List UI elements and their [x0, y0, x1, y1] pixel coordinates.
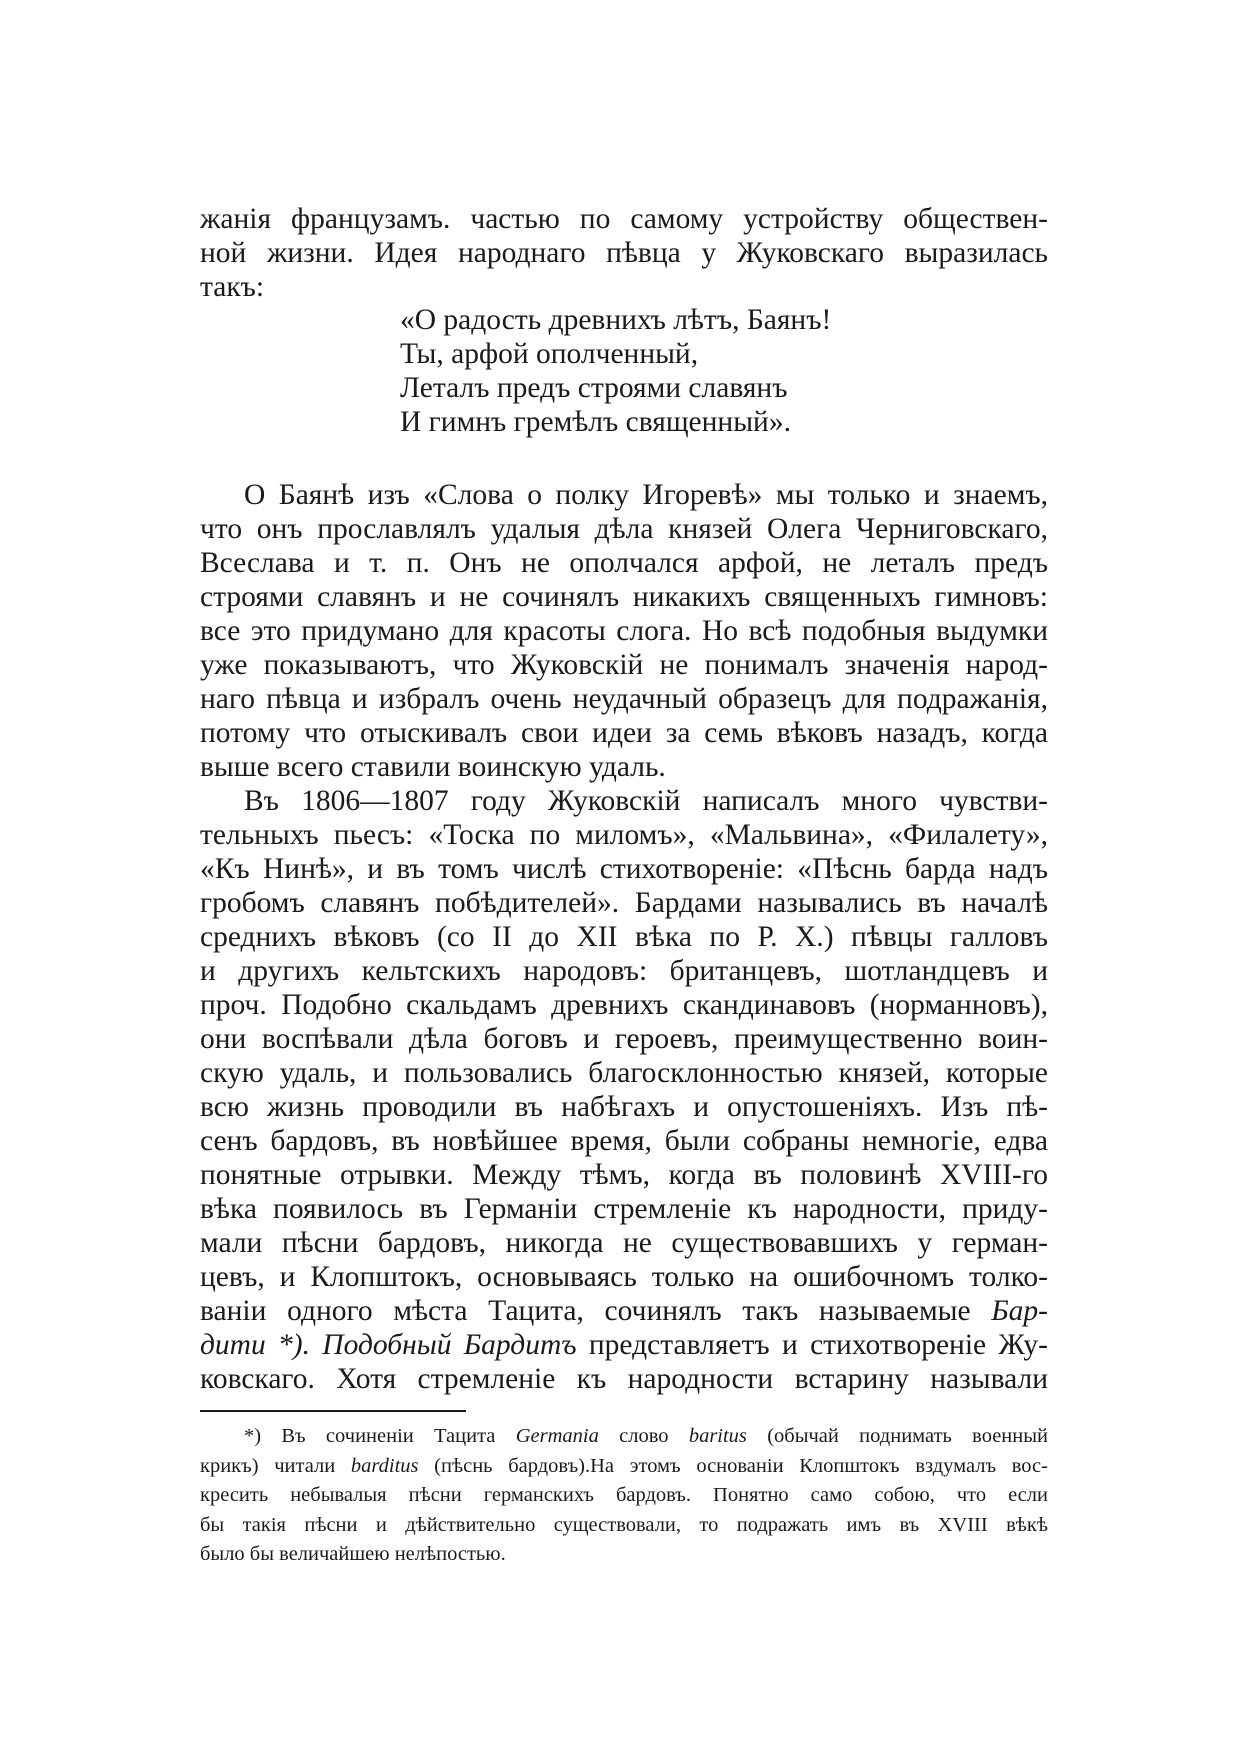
- text-line: мали пѣсни бардовъ, никогда не существовавшихъ у герман-: [200, 1227, 1048, 1259]
- italic-term: Бар-: [991, 1295, 1048, 1327]
- footnote-divider: [200, 1410, 466, 1412]
- text-run: (обычай поднимать военный: [746, 1425, 1048, 1447]
- footnote: [200, 1422, 1048, 1570]
- text-line: все это придумано для красоты слога. Но всѣ подобныя выдумки: [200, 615, 1048, 647]
- footnote-line: кресить небывалыя пѣсни германскихъ бардовъ. Понятно само собою, что если: [200, 1484, 1048, 1506]
- opening-text: [200, 202, 1048, 304]
- text-run: крикъ) читали: [200, 1454, 351, 1477]
- text-line: они воспѣвали дѣла боговъ и героевъ, преимущественно воин-: [200, 1023, 1048, 1055]
- text-line: строями славянъ и не сочинялъ никакихъ священныхъ гимновъ:: [200, 581, 1048, 613]
- text-line: такъ:: [200, 271, 265, 303]
- italic-term: Germania: [515, 1425, 599, 1447]
- verse-line: И гимнъ гремѣлъ священный».: [400, 406, 791, 438]
- text-line: О Баянѣ изъ «Слова о полку Игоревѣ» мы только и знаемъ,: [244, 479, 1048, 511]
- text-run: и стихотвореніе Жу-: [781, 1329, 1048, 1361]
- text-line: ковскаго. Хотя стремленіе къ народности встарину называли: [200, 1363, 1048, 1395]
- italic-term: дити *). Подобный: [200, 1329, 452, 1361]
- paragraph-bayan: [200, 478, 1048, 784]
- text-line: вѣка появилось въ Германіи стремленіе къ народности, приду-: [200, 1193, 1048, 1225]
- text-line: «Къ Нинѣ», и въ томъ числѣ стихотвореніе: «Пѣснь барда надъ: [200, 853, 1048, 885]
- text-line: среднихъ вѣковъ (со II до XII вѣка по Р. Х.) пѣвцы галловъ: [200, 921, 1048, 953]
- text-line: гробомъ славянъ побѣдителей». Бардами назывались въ началѣ: [200, 887, 1048, 919]
- text-line: проч. Подобно скальдамъ древнихъ скандинавовъ (норманновъ),: [200, 989, 1048, 1021]
- text-line: выше всего ставили воинскую удаль.: [200, 751, 666, 783]
- text-line: и другихъ кельтскихъ народовъ: британцевъ, шотландцевъ и: [200, 955, 1048, 987]
- text-run: представляетъ: [588, 1329, 770, 1361]
- text-line-mixed: [200, 1294, 1048, 1328]
- verse-line: Леталъ предъ строями славянъ: [400, 372, 788, 404]
- text-line: скую удаль, и пользовались благосклонностью князей, которые: [200, 1057, 1048, 1089]
- text-line: Въ 1806—1807 году Жуковскій написалъ много чувстви-: [244, 785, 1048, 817]
- text-line: всю жизнь проводили въ набѣгахъ и опустошеніяхъ. Изъ пѣ-: [200, 1091, 1048, 1123]
- text-line: тельныхъ пьесъ: «Тоска по миломъ», «Мальвина», «Филалету»,: [200, 819, 1048, 851]
- text-line: жанія французамъ. частью по самому устройству обществен-: [200, 203, 1048, 235]
- text-line: сенъ бардовъ, въ новѣйшее время, были собраны немногіе, едва: [200, 1125, 1048, 1157]
- text-line: Всеслава и т. п. Онъ не ополчался арфой, не леталъ предъ: [200, 547, 1048, 579]
- text-line: наго пѣвца и избралъ очень неудачный образецъ для подражанія,: [200, 683, 1048, 715]
- text-line: цевъ, и Клопштокъ, основываясь только на ошибочномъ толко-: [200, 1261, 1048, 1293]
- verse-line: «О радость древнихъ лѣтъ, Баянъ!: [400, 304, 832, 336]
- footnote-line: [200, 1422, 1048, 1452]
- text-line: ной жизни. Идея народнаго пѣвца у Жуковскаго выразилась: [200, 237, 1048, 269]
- text-line: потому что отыскивалъ свои идеи за семь вѣковъ назадъ, когда: [200, 717, 1048, 749]
- verse-quote: [400, 303, 831, 439]
- text-line: понятные отрывки. Между тѣмъ, когда въ половинѣ XVIII-го: [200, 1159, 1048, 1191]
- text-line-mixed: [200, 1328, 1048, 1362]
- footnote-line: [200, 1452, 1048, 1482]
- text-run: (пѣснь бардовъ).На этомъ основаніи Клопштокъ вздумалъ вос-: [418, 1454, 1048, 1477]
- text-run: ваніи одного мѣста Тацита, сочинялъ такъ называемые: [200, 1295, 971, 1327]
- footnote-line: было бы величайшею нелѣпостью.: [200, 1543, 506, 1565]
- footnote-line: бы такія пѣсни и дѣйствительно существовали, то подражать имъ въ XVIII вѣкѣ: [200, 1513, 1048, 1536]
- text-run: слово: [598, 1425, 689, 1447]
- italic-term: baritus: [688, 1425, 747, 1447]
- text-line: уже показываютъ, что Жуковскій не понималъ значенія народ-: [200, 649, 1048, 681]
- italic-term: barditus: [350, 1454, 419, 1477]
- verse-line: Ты, арфой ополченный,: [400, 338, 699, 370]
- text-line: что онъ прославлялъ удалыя дѣла князей Олега Черниговскаго,: [200, 513, 1048, 545]
- paragraph-bards: [200, 784, 1048, 1396]
- italic-term: Бардитъ: [463, 1329, 577, 1361]
- text-run: *) Въ сочиненіи Тацита: [244, 1425, 516, 1447]
